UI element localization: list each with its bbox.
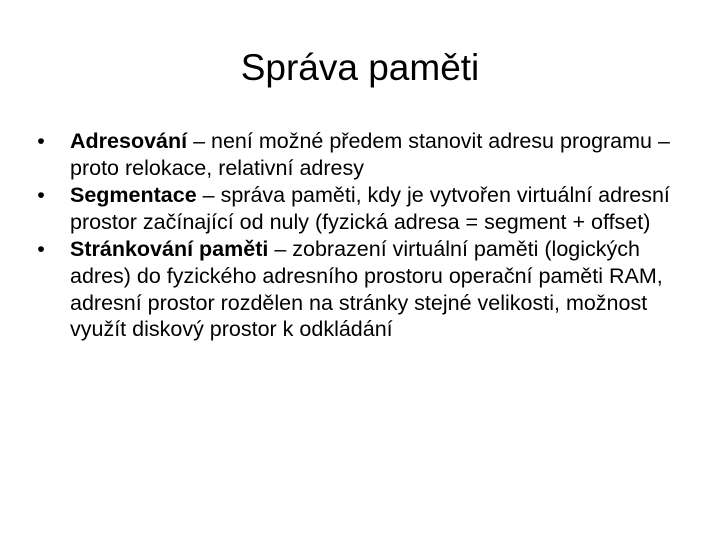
slide-title: Správa paměti: [240, 47, 480, 88]
bullet-icon: •: [37, 129, 45, 153]
bullet-text: – správa paměti, kdy je vytvořen virtuální adresní prostor začínající od nuly (fyzická adresa = segment + offset): [70, 183, 670, 234]
bullet-icon: •: [37, 237, 45, 262]
bullet-item-paging: [30, 236, 700, 342]
bullet-item-segmentation: [30, 182, 700, 235]
bullet-list: [30, 128, 700, 344]
bullet-text: – zobrazení virtuální paměti (logických adres) do fyzického adresního prostoru operační paměti RAM, adresní prostor rozdělen na stránky stejné velikosti, možnost využít diskový prostor k odkládání: [70, 237, 663, 342]
bullet-icon: •: [37, 183, 45, 208]
bullet-term: Segmentace: [70, 183, 197, 208]
bullet-term: Adresování: [70, 129, 188, 153]
bullet-term: Stránkování paměti: [70, 237, 269, 262]
bullet-item-addressing: [30, 128, 700, 181]
bullet-text: – není možné předem stanovit adresu programu – proto relokace, relativní adresy: [70, 129, 670, 180]
